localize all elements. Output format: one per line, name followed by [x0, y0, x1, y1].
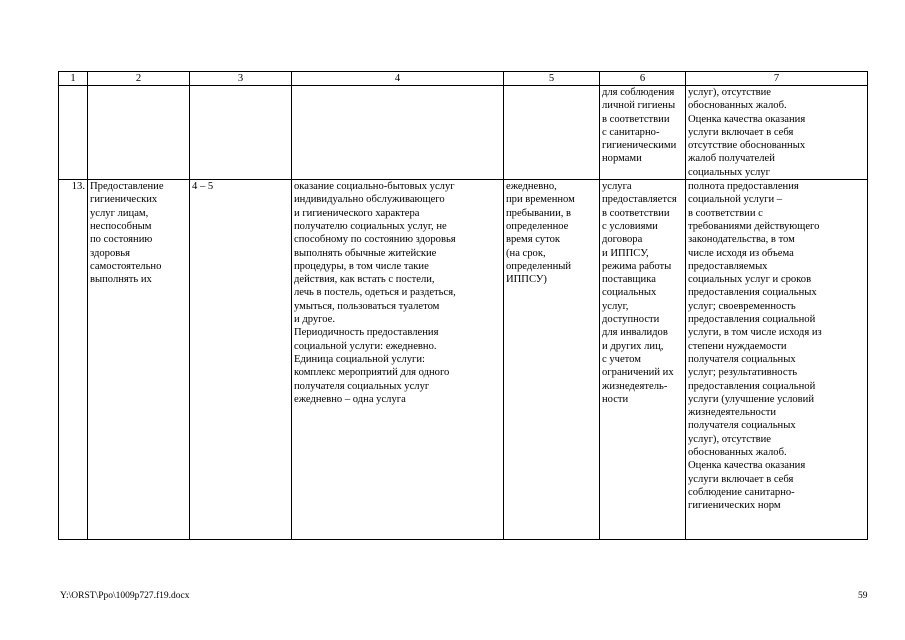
header-cell-4: 4	[292, 72, 504, 86]
header-cell-2: 2	[88, 72, 190, 86]
table-header-row	[59, 72, 868, 86]
conditions-cell: услуга предоставляется в соответствии с условиями договора и ИППСУ, режима работы поставщика социальных услуг, доступности для инвалидов и других лиц, с учетом ограничений их жизнедеятель- ности	[600, 180, 686, 540]
header-cell-3: 3	[190, 72, 292, 86]
schedule-cell: ежедневно, при временном пребывании, в определенное время суток (на срок, определенный ИППСУ)	[504, 180, 600, 540]
conditions-cell: для соблюдения личной гигиены в соответствии с санитарно- гигиеническими нормами	[600, 86, 686, 180]
header-cell-1: 1	[59, 72, 88, 86]
file-path-footer: Y:\ORST\Ppo\1009p727.f19.docx	[60, 591, 190, 601]
header-cell-6: 6	[600, 72, 686, 86]
schedule-cell	[504, 86, 600, 180]
row-number-cell	[59, 86, 88, 180]
cost-cell: 4 – 5	[190, 180, 292, 540]
table-row	[59, 180, 868, 540]
table-row	[59, 86, 868, 180]
header-cell-5: 5	[504, 72, 600, 86]
row-number-cell: 13.	[59, 180, 88, 540]
service-name-cell	[88, 86, 190, 180]
page-number: 59	[858, 591, 868, 601]
service-name-cell: Предоставление гигиенических услуг лицам, неспособным по состоянию здоровья самостоятельно выполнять их	[88, 180, 190, 540]
description-cell	[292, 86, 504, 180]
quality-cell: полнота предоставления социальной услуги – в соответствии с требованиями действующего законодательства, в том числе исходя из объема предоставляемых социальных услуг и сроков предоставления социальных услуг; своевременность предоставления социальной услуги, в том числе исходя из степени нуждаемости получателя социальных услуг; результативность предоставления социальной услуги (улучшение условий жизнедеятельности получателя социальных услуг), отсутствие обоснованных жалоб. Оценка качества оказания услуги включает в себя соблюдение санитарно- гигиенических норм	[686, 180, 868, 540]
header-cell-7: 7	[686, 72, 868, 86]
quality-cell: услуг), отсутствие обоснованных жалоб. Оценка качества оказания услуги включает в себя отсутствие обоснованных жалоб получателей социальных услуг	[686, 86, 868, 180]
services-table	[58, 71, 868, 540]
cost-cell	[190, 86, 292, 180]
description-cell: оказание социально-бытовых услуг индивидуально обслуживающего и гигиенического характера получателю социальных услуг, не способному по состоянию здоровья выполнять обычные житейские процедуры, в том числе такие действия, как встать с постели, лечь в постель, одеться и раздеться, умыться, пользоваться туалетом и другое. Периодичность предоставления социальной услуги: ежедневно. Единица социальной услуги: комплекс мероприятий для одного получателя социальных услуг ежедневно – одна услуга	[292, 180, 504, 540]
